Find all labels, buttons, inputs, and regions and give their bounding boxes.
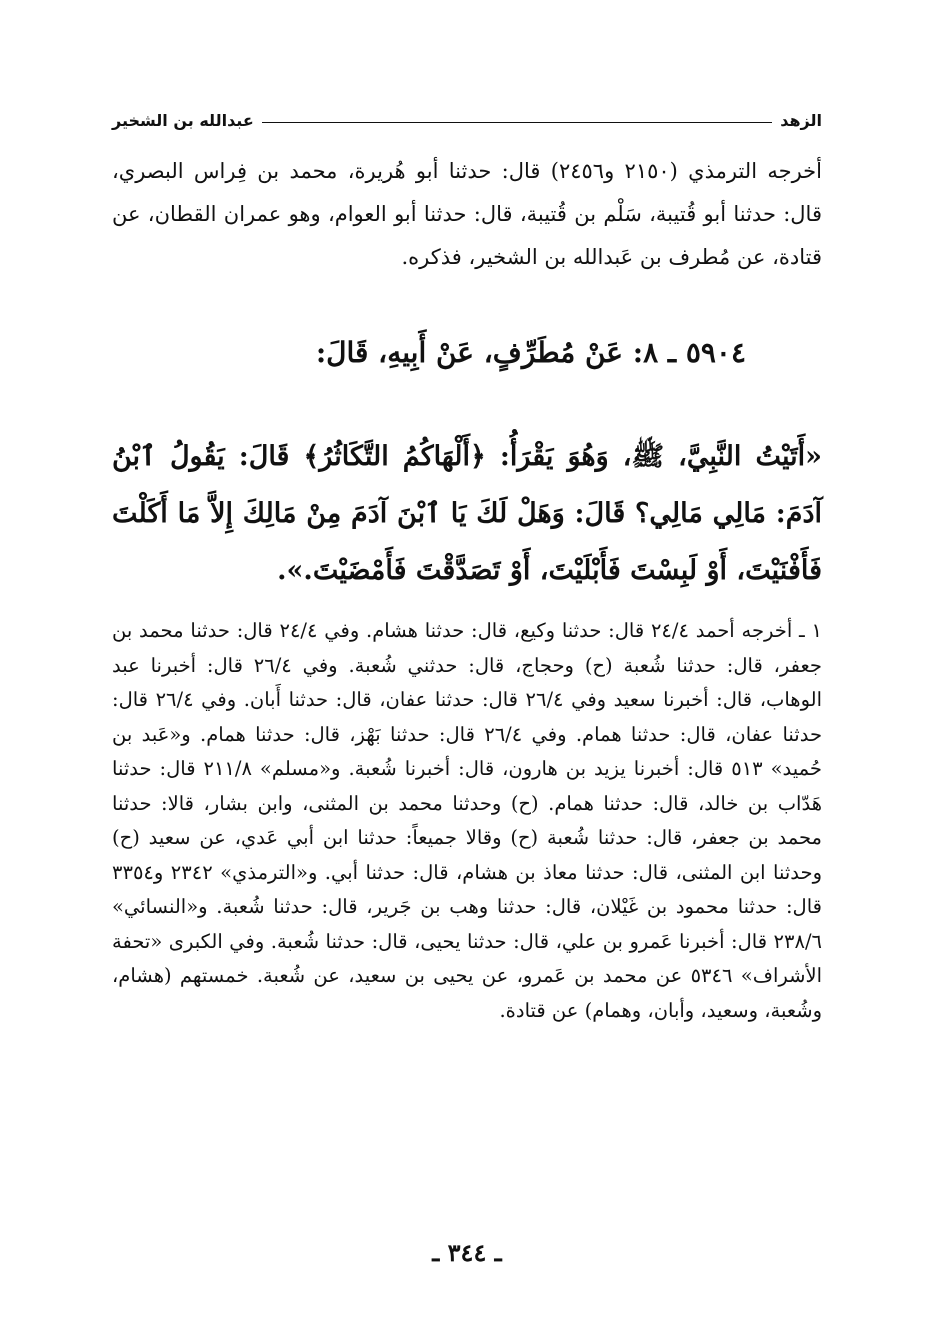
header-section: عبدالله بن الشخير bbox=[112, 111, 254, 130]
footnote-paragraph: ١ ـ أخرجه أحمد ٢٤/٤ قال: حدثنا وكيع، قال: حدثنا هشام. وفي ٢٤/٤ قال: حدثنا محمد بن جعفر، قال: حدثنا شُعبة (ح) وحجاج، قال: حدثني شُعبة. وفي ٢٦/٤ قال: أخبرنا عبد الوهاب، قال: أخبرنا سعيد وفي ٢٦/٤ قال: حدثنا عفان، قال: حدثنا أَبان. وفي ٢٦/٤ قال: حدثنا عفان، قال: حدثنا همام. وفي ٢٦/٤ قال: حدثنا بَهْز، قال: حدثنا همام. و«عَبد بن حُميد» ٥١٣ قال: أخبرنا يزيد بن هارون، قال: أخبرنا شُعبة. و«مسلم» ٢١١/٨ قال: حدثنا هَدّاب بن خالد، قال: حدثنا همام. (ح) وحدثنا محمد بن المثنى، وابن بشار، قالا: حدثنا محمد بن جعفر، قال: حدثنا شُعبة (ح) وقالا جميعاً: حدثنا ابن أبي عَدي، عن سعيد (ح) وحدثنا ابن المثنى، قال: حدثنا معاذ بن هشام، قال: حدثنا أبي. و«الترمذي» ٢٣٤٢ و٣٣٥٤ قال: حدثنا محمود بن غَيْلان، قال: حدثنا وهب بن جَرير، قال: حدثنا شُعبة. و«النسائي» ٢٣٨/٦ قال: أخبرنا عَمرو بن علي، قال: حدثنا يحيى، قال: حدثنا شُعبة. وفي الكبرى «تحفة الأشراف» ٥٣٤٦ عن محمد بن عَمرو، عن يحيى بن سعيد، عن شُعبة. خمستهم (هشام، وشُعبة، وسعيد، وأبان، وهمام) عن قتادة. bbox=[112, 619, 823, 1022]
header-chapter: الزهد bbox=[780, 111, 822, 130]
running-header bbox=[112, 100, 822, 130]
source-note-paragraph: أخرجه الترمذي (٢١٥٠ و٢٤٥٦) قال: حدثنا أبو هُريرة، محمد بن فِراس البصري، قال: حدثنا أبو قُتيبة، سَلْم بن قُتيبة، قال: حدثنا أبو العوام، وهو عمران القطان، عن قتادة، عن مُطرف بن عَبدالله بن الشخير، فذكره. bbox=[112, 159, 823, 269]
header-rule bbox=[262, 122, 772, 123]
hadith-text: «أَتَيْتُ النَّبِيَّ، ﷺ، وَهُوَ يَقْرَأُ: ﴿أَلْهَاكُمُ التَّكَاثُرُ﴾ قَالَ: يَقُولُ ٱبْنُ آدَمَ: مَالِي مَالِي؟ قَالَ: وَهَلْ لَكَ يَا ٱبْنَ آدَمَ مِنْ مَالِكَ إِلاَّ مَا أَكَلْتَ فَأَفْنَيْتَ، أَوْ لَبِسْتَ فَأَبْلَيْتَ، أَوْ تَصَدَّقْتَ فَأَمْضَيْتَ.». bbox=[112, 441, 822, 586]
page-number: ـ ٣٤٤ ـ bbox=[432, 1238, 502, 1267]
hadith-heading: ٥٩٠٤ ـ ٨: عَنْ مُطَرِّفٍ، عَنْ أَبِيهِ، قَالَ: bbox=[315, 336, 746, 369]
